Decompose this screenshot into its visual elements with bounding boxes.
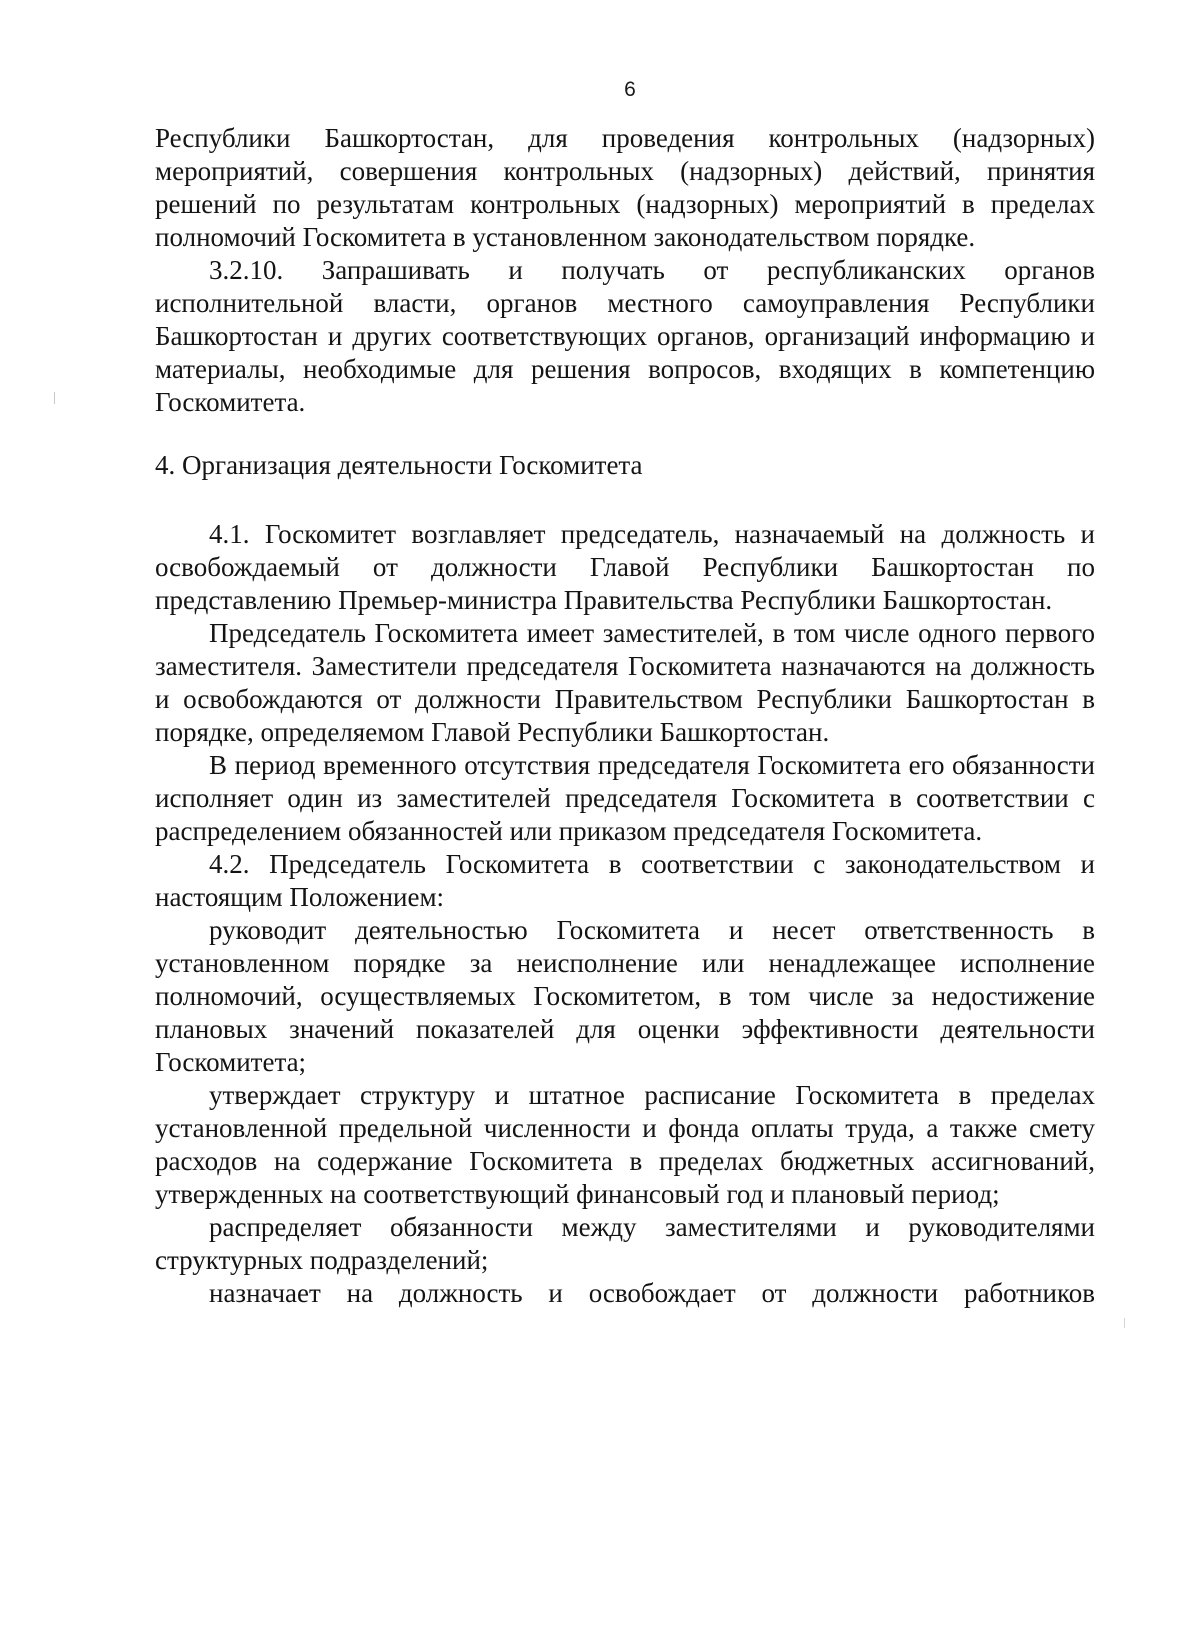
margin-scan-mark — [54, 392, 55, 404]
paragraph-duty-1: руководит деятельностью Госкомитета и несет ответственность в установленном порядке за неисполнение или ненадлежащее исполнение полномочий, осуществляемых Госкомитетом, в том числе за недостижение плановых значений показателей для оценки эффективности деятельности Госкомитета; — [155, 915, 1095, 1077]
paragraph-4-2: 4.2. Председатель Госкомитета в соответствии с законодательством и настоящим Положением: — [155, 849, 1095, 912]
paragraph-duty-2: утверждает структуру и штатное расписание Госкомитета в пределах установленной предельной численности и фонда оплаты труда, а также смету расходов на содержание Госкомитета в пределах бюджетных ассигнований, утвержденных на соответствующий финансовый год и плановый период; — [155, 1080, 1095, 1209]
paragraph-3-2-10: 3.2.10. Запрашивать и получать от республиканских органов исполнительной власти, органов местного самоуправления Республики Башкортостан и других соответствующих органов, организаций информацию и материалы, необходимые для решения вопросов, входящих в компетенцию Госкомитета. — [155, 255, 1095, 417]
paragraph-4-1: 4.1. Госкомитет возглавляет председатель, назначаемый на должность и освобождаемый от должности Главой Республики Башкортостан по представлению Премьер-министра Правительства Республики Башкортостан. — [155, 519, 1095, 615]
paragraph-absence: В период временного отсутствия председателя Госкомитета его обязанности исполняет один из заместителей председателя Госкомитета в соответствии с распределением обязанностей или приказом председателя Госкомитета. — [155, 750, 1095, 846]
paragraph-duty-3: распределяет обязанности между заместителями и руководителями структурных подразделений; — [155, 1212, 1095, 1275]
page-number: 6 — [624, 78, 636, 101]
document-body — [155, 122, 1095, 1310]
paragraph-deputies: Председатель Госкомитета имеет заместителей, в том числе одного первого заместителя. Заместители председателя Госкомитета назначаются на должность и освобождаются от должности Правительством Республики Башкортостан в порядке, определяемом Главой Республики Башкортостан. — [155, 618, 1095, 747]
section-heading-4: 4. Организация деятельности Госкомитета — [155, 450, 643, 480]
margin-scan-mark-right — [1124, 1318, 1125, 1328]
paragraph-continuation: Республики Башкортостан, для проведения контрольных (надзорных) мероприятий, совершения контрольных (надзорных) действий, принятия решений по результатам контрольных (надзорных) мероприятий в пределах полномочий Госкомитета в установленном законодательством порядке. — [155, 123, 1095, 252]
paragraph-duty-4: назначает на должность и освобождает от должности работников — [209, 1278, 1095, 1308]
